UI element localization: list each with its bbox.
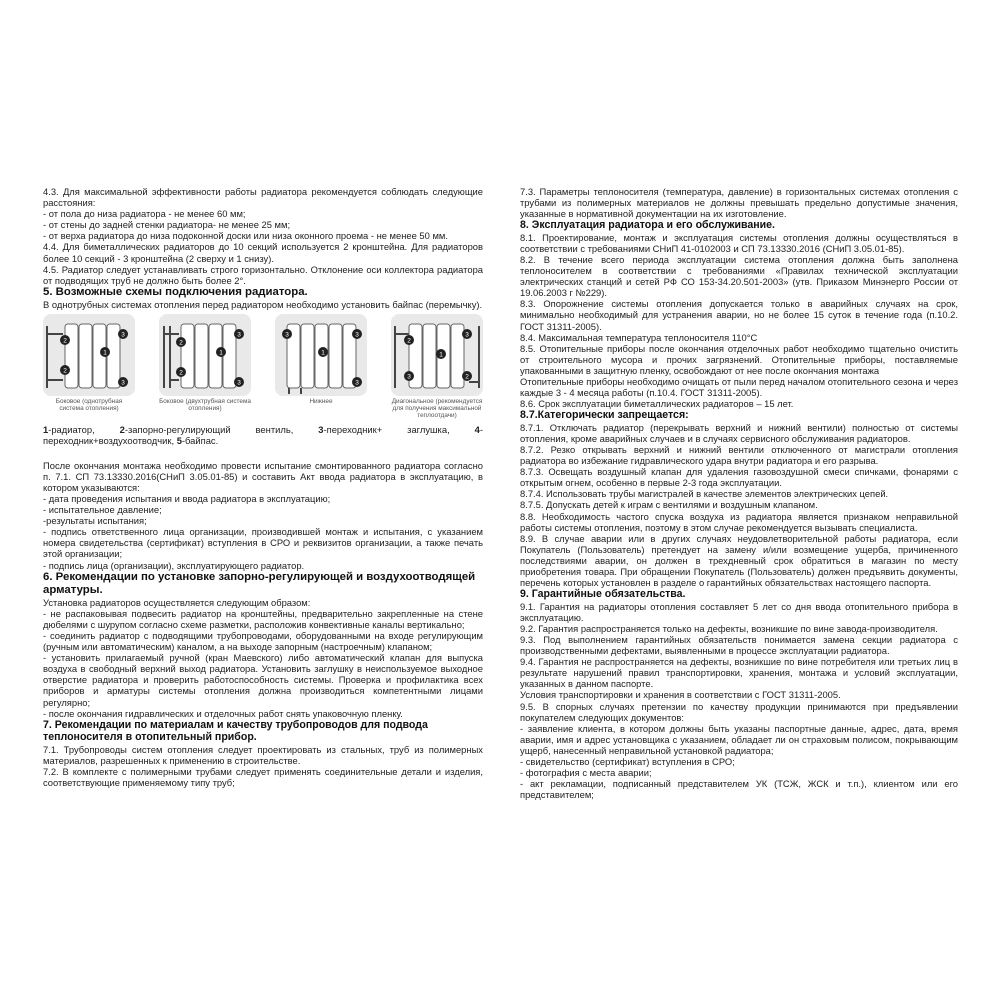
- heading-section-9: 9. Гарантийные обязательства.: [520, 588, 686, 601]
- diagram-caption: Нижнее: [309, 397, 333, 405]
- svg-text:3: 3: [355, 331, 359, 339]
- connection-diagrams: [43, 314, 483, 420]
- paragraph-4-4: 4.4. Для биметаллических радиаторов до 10 секций используется 2 кронштейна. Для радиаторов более 10 секций - 3 кронштейна (2 сверху и 1 снизу).: [43, 241, 483, 264]
- paragraph-8-5: 8.5. Отопительные приборы после окончания отделочных работ необходимо тщательно очистить от строительного мусора и прочих загрязнений. Отопительные приборы, поставляемые упакованными в защитную пленку, освобождают от нее после окончания монтажа: [520, 342, 958, 376]
- svg-text:2: 2: [407, 337, 411, 345]
- legend-text: -радиатор,: [48, 423, 120, 435]
- diagram-side-one-pipe: [43, 314, 135, 420]
- spacer: [43, 446, 483, 460]
- diagram-caption: Диагональное (рекомендуется для получения максимальной теплоотдачи): [391, 397, 483, 420]
- legend-text: -переходник+ заглушка,: [323, 423, 475, 435]
- paragraph-8-2: 8.2. В течение всего периода эксплуатации система отопления должна быть заполнена теплоносителем в соответствии с требованиями «Правилах технической эксплуатации электрических станций и сетей РФ СО 153-34.20.501-2003» (утв. Приказом Минэнерго России от 19.06.2003 г №229).: [520, 253, 958, 299]
- paragraph-9-3: 9.3. Под выполнением гарантийных обязательств понимается замена секции радиатора с производственными дефектами, выявленными в процессе эксплуатации радиатора.: [520, 633, 958, 657]
- paragraph-7-1: 7.1. Трубопроводы систем отопления следует проектировать из стальных, труб из полимерных материалов, разрешенных к применению в строительстве.: [43, 743, 483, 766]
- paragraph-9-storage: Условия транспортировки и хранения в соответствии с ГОСТ 31311-2005.: [520, 689, 841, 701]
- paragraph-test-results: -результаты испытания;: [43, 515, 147, 527]
- paragraph-9-5: 9.5. В спорных случаях претензии по качеству продукции принимаются при предъявлении покупателем следующих документов:: [520, 700, 958, 723]
- paragraph-7-3: 7.3. Параметры теплоносителя (температура, давление) в горизонтальных системах отопления с трубами из полимерных материалов не должны превышать предельно допустимые значения, указанные в нормативной документации на их изготовление.: [520, 186, 958, 220]
- paragraph-8-7-4: 8.7.4. Использовать трубы магистралей в качестве элементов электрических цепей.: [520, 488, 889, 500]
- svg-text:1: 1: [321, 349, 325, 357]
- paragraph-9-2: 9.2. Гарантия распространяется только на дефекты, возникшие по вине завода-производителя.: [520, 622, 938, 634]
- paragraph-6-connect: - соединить радиатор с подводящими трубопроводами, оборудованными на входе регулирующим (ручным или автоматическим) каналом, а на выходе запорным (настроечным) клапаном;: [43, 629, 483, 653]
- paragraph-8-3: 8.3. Опорожнение системы отопления допускается только в аварийных случаях на срок, минимально необходимый для устранения аварии, но не более 15 суток в течение года (п.10.2. ГОСТ 31311-2005).: [520, 298, 958, 332]
- diagram-caption: Боковое (однотрубная система отопления): [55, 397, 123, 413]
- paragraph-4-5: 4.5. Радиатор следует устанавливать строго горизонтально. Отклонение оси коллектора радиатора от подводящих труб не должно быть более 2°.: [43, 263, 483, 286]
- diagram-diagonal: [391, 314, 483, 420]
- paragraph-8-9: 8.9. В случае аварии или в других случаях неудовлетворительной работы радиатора, если Покупатель (Пользователь) претендует на замену и/или возмещение ущерба, причиненного последствиями аварии, он должен в трехдневный срок обратиться в магазин по месту приобретения товара. При обращении Покупатель (Пользователь) должен предъявить документы, перечень которых установлен в разделе о гарантийных обязательствах настоящего паспорта.: [520, 532, 958, 589]
- svg-text:2: 2: [179, 369, 183, 377]
- paragraph-8-7-2: 8.7.2. Резко открывать верхний и нижний вентили отключенного от магистрали отопления радиатора во избежание гидравлического удара внутри радиатора и его разрыва.: [520, 443, 958, 467]
- paragraph-9-5-certificate: - свидетельство (сертификат) вступления в СРО;: [520, 756, 735, 767]
- svg-text:3: 3: [407, 373, 411, 381]
- legend-text: -запорно-регулирующий вентиль,: [124, 423, 319, 435]
- diagram-side-two-pipe-image: [159, 314, 251, 396]
- paragraph-8-4: 8.4. Максимальная температура теплоносителя 110°С: [520, 331, 758, 343]
- svg-text:3: 3: [465, 331, 469, 339]
- paragraph-4-3: 4.3. Для максимальной эффективности работы радиатора рекомендуется соблюдать следующие расстояния:: [43, 186, 483, 209]
- paragraph-test-signature: - подпись ответственного лица организации, производившей монтаж и испытания, с указанием номера свидетельства (сертификат) вступления в СРО и реквизитов организации, а также печать этой организации;: [43, 526, 483, 560]
- svg-text:1: 1: [439, 351, 443, 359]
- paragraph-8-7-3: 8.7.3. Освещать воздушный клапан для удаления газовоздушной смеси спичками, фонарями с открытым огнем, особенно в первые 2-3 года эксплуатации.: [520, 466, 958, 489]
- svg-text:3: 3: [285, 331, 289, 339]
- paragraph-8-8: 8.8. Необходимость частого спуска воздуха из радиатора является признаком неправильной работы системы отопления, поэтому в этом случае рекомендуется вызывать специалиста.: [520, 510, 958, 533]
- legend-number: 3: [318, 423, 324, 435]
- right-column: [520, 186, 958, 800]
- paragraph-8-1: 8.1. Проектирование, монтаж и эксплуатация системы отопления должны осуществляться в соответствии с требованиями СНиП 41-0102003 и СП 73.13330.2016 (СНиП 3.05.01-85).: [520, 231, 958, 254]
- paragraph-test-date: - дата проведения испытания и ввода радиатора в эксплуатацию;: [43, 493, 331, 505]
- paragraph-6-film: - после окончания гидравлических и отделочных работ снять упаковочную пленку.: [43, 707, 403, 719]
- legend-number: 5: [176, 434, 182, 446]
- paragraph-9-5-statement: - заявление клиента, в котором должны быть указаны паспортные данные, адрес, дата, время аварии, имя и адрес установщика с указанием, обладает ли он страховым полисом, покрывающим ущерб, нанесенный неправильной установкой радиатора;: [520, 722, 958, 756]
- svg-text:2: 2: [179, 339, 183, 347]
- paragraph-bypass: В однотрубных системах отопления перед радиатором необходимо установить байпас (перемычку).: [43, 298, 483, 310]
- heading-section-8: 8. Эксплуатация радиатора и его обслуживание.: [520, 219, 775, 232]
- paragraph-8-7-1: 8.7.1. Отключать радиатор (перекрывать верхний и нижний вентили) полностью от системы отопления, кроме аварийных случаев и в случаях сервисного обслуживания радиаторов.: [520, 421, 958, 444]
- diagram-side-one-pipe-image: [43, 314, 135, 396]
- paragraph-7-2: 7.2. В комплекте с полимерными трубами следует применять соединительные детали и изделия, соответствующие применяемому типу труб;: [43, 765, 483, 788]
- heading-section-7: 7. Рекомендации по материалам и качеству трубопроводов для подвода теплоносителя в отопительный прибор.: [43, 718, 428, 744]
- paragraph-9-1: 9.1. Гарантия на радиаторы отопления составляет 5 лет со дня ввода отопительного прибора в эксплуатацию.: [520, 600, 958, 623]
- diagram-bottom-image: [275, 314, 367, 396]
- paragraph-6-hang: - не распаковывая подвесить радиатор на кронштейны, предварительно закрепленные на стене дюбелями с шурупом согласно схеме разметки, расположив конвективные каналы вертикально;: [43, 607, 483, 630]
- paragraph-test-pressure: - испытательное давление;: [43, 504, 162, 516]
- diagram-caption: Боковое (двухтрубная система отопления): [159, 397, 251, 413]
- paragraph-8-5-cleaning: Отопительные приборы необходимо очищать от пыли перед началом отопительного сезона и через каждые 3 - 4 месяца работы (п.10.4. ГОСТ 31311-2005).: [520, 376, 958, 399]
- paragraph-test-intro: После окончания монтажа необходимо провести испытание смонтированного радиатора согласно п. 7.1. СП 73.13330.2016(СНиП 3.05.01-85) и составить Акт ввода радиатора в эксплуатацию, в котором указываются:: [43, 459, 483, 493]
- diagram-side-two-pipe: [159, 314, 251, 420]
- diagram-legend: [43, 424, 483, 446]
- svg-text:3: 3: [237, 379, 241, 387]
- paragraph-9-5-photo: - фотография с места аварии;: [520, 767, 652, 779]
- svg-text:2: 2: [63, 337, 67, 345]
- paragraph-6-valve: - установить прилагаемый ручной (кран Маевского) либо автоматический клапан для выпуска воздуха в свободный верхний выход радиатора. Установить заглушку в неиспользуемое выходное отверстие радиатора и проверить работоспособность системы. Проверка и профилактика всех приборов и арматуры системы отопления должна производиться компетентными лицами регулярно;: [43, 652, 483, 708]
- paragraph-sill-distance: - от верха радиатора до низа подоконной доски или низа оконного проема - не менее 50 мм.: [43, 230, 448, 242]
- heading-section-5: 5. Возможные схемы подключения радиатора.: [43, 285, 308, 298]
- paragraph-floor-distance: - от пола до низа радиатора - не менее 60 мм;: [43, 208, 246, 220]
- legend-number: 2: [119, 423, 125, 435]
- svg-text:2: 2: [63, 367, 67, 375]
- svg-text:2: 2: [465, 373, 469, 381]
- diagram-bottom: [275, 314, 367, 420]
- svg-text:3: 3: [355, 379, 359, 387]
- svg-text:3: 3: [237, 331, 241, 339]
- heading-section-6: 6. Рекомендации по установке запорно-регулирующей и воздухоотводящей арматуры.: [43, 570, 476, 596]
- legend-number: 4: [474, 423, 480, 435]
- svg-text:3: 3: [121, 379, 125, 387]
- paragraph-8-6: 8.6. Срок эксплуатации биметаллических радиаторов – 15 лет.: [520, 398, 794, 410]
- legend-text: -байпас.: [181, 434, 219, 446]
- paragraph-9-4: 9.4. Гарантия не распространяется на дефекты, возникшие по вине потребителя или третьих лиц в результате нарушений правил транспортировки, хранения, монтажа и условий эксплуатации, указанных в данном паспорте.: [520, 656, 958, 690]
- left-column: [43, 186, 483, 788]
- diagram-diagonal-image: [391, 314, 483, 396]
- heading-section-8-7: 8.7.Категорически запрещается:: [520, 409, 689, 422]
- svg-text:3: 3: [121, 331, 125, 339]
- legend-number: 1: [43, 423, 49, 435]
- paragraph-test-operator: - подпись лица (организации), эксплуатирующего радиатор.: [43, 559, 305, 571]
- legend-text: -переходник+воздухоотводчик,: [43, 423, 483, 446]
- paragraph-8-7-5: 8.7.5. Допускать детей к играм с вентилями и воздушным клапаном.: [520, 499, 818, 511]
- svg-text:1: 1: [219, 349, 223, 357]
- svg-text:1: 1: [103, 349, 107, 357]
- paragraph-6-intro: Установка радиаторов осуществляется следующим образом:: [43, 596, 311, 608]
- paragraph-wall-distance: - от стены до задней стенки радиатора- не менее 25 мм;: [43, 219, 291, 231]
- paragraph-9-5-act: - акт рекламации, подписанный представителем УК (ТСЖ, ЖСК и т.п.), клиентом или его представителем;: [520, 778, 958, 801]
